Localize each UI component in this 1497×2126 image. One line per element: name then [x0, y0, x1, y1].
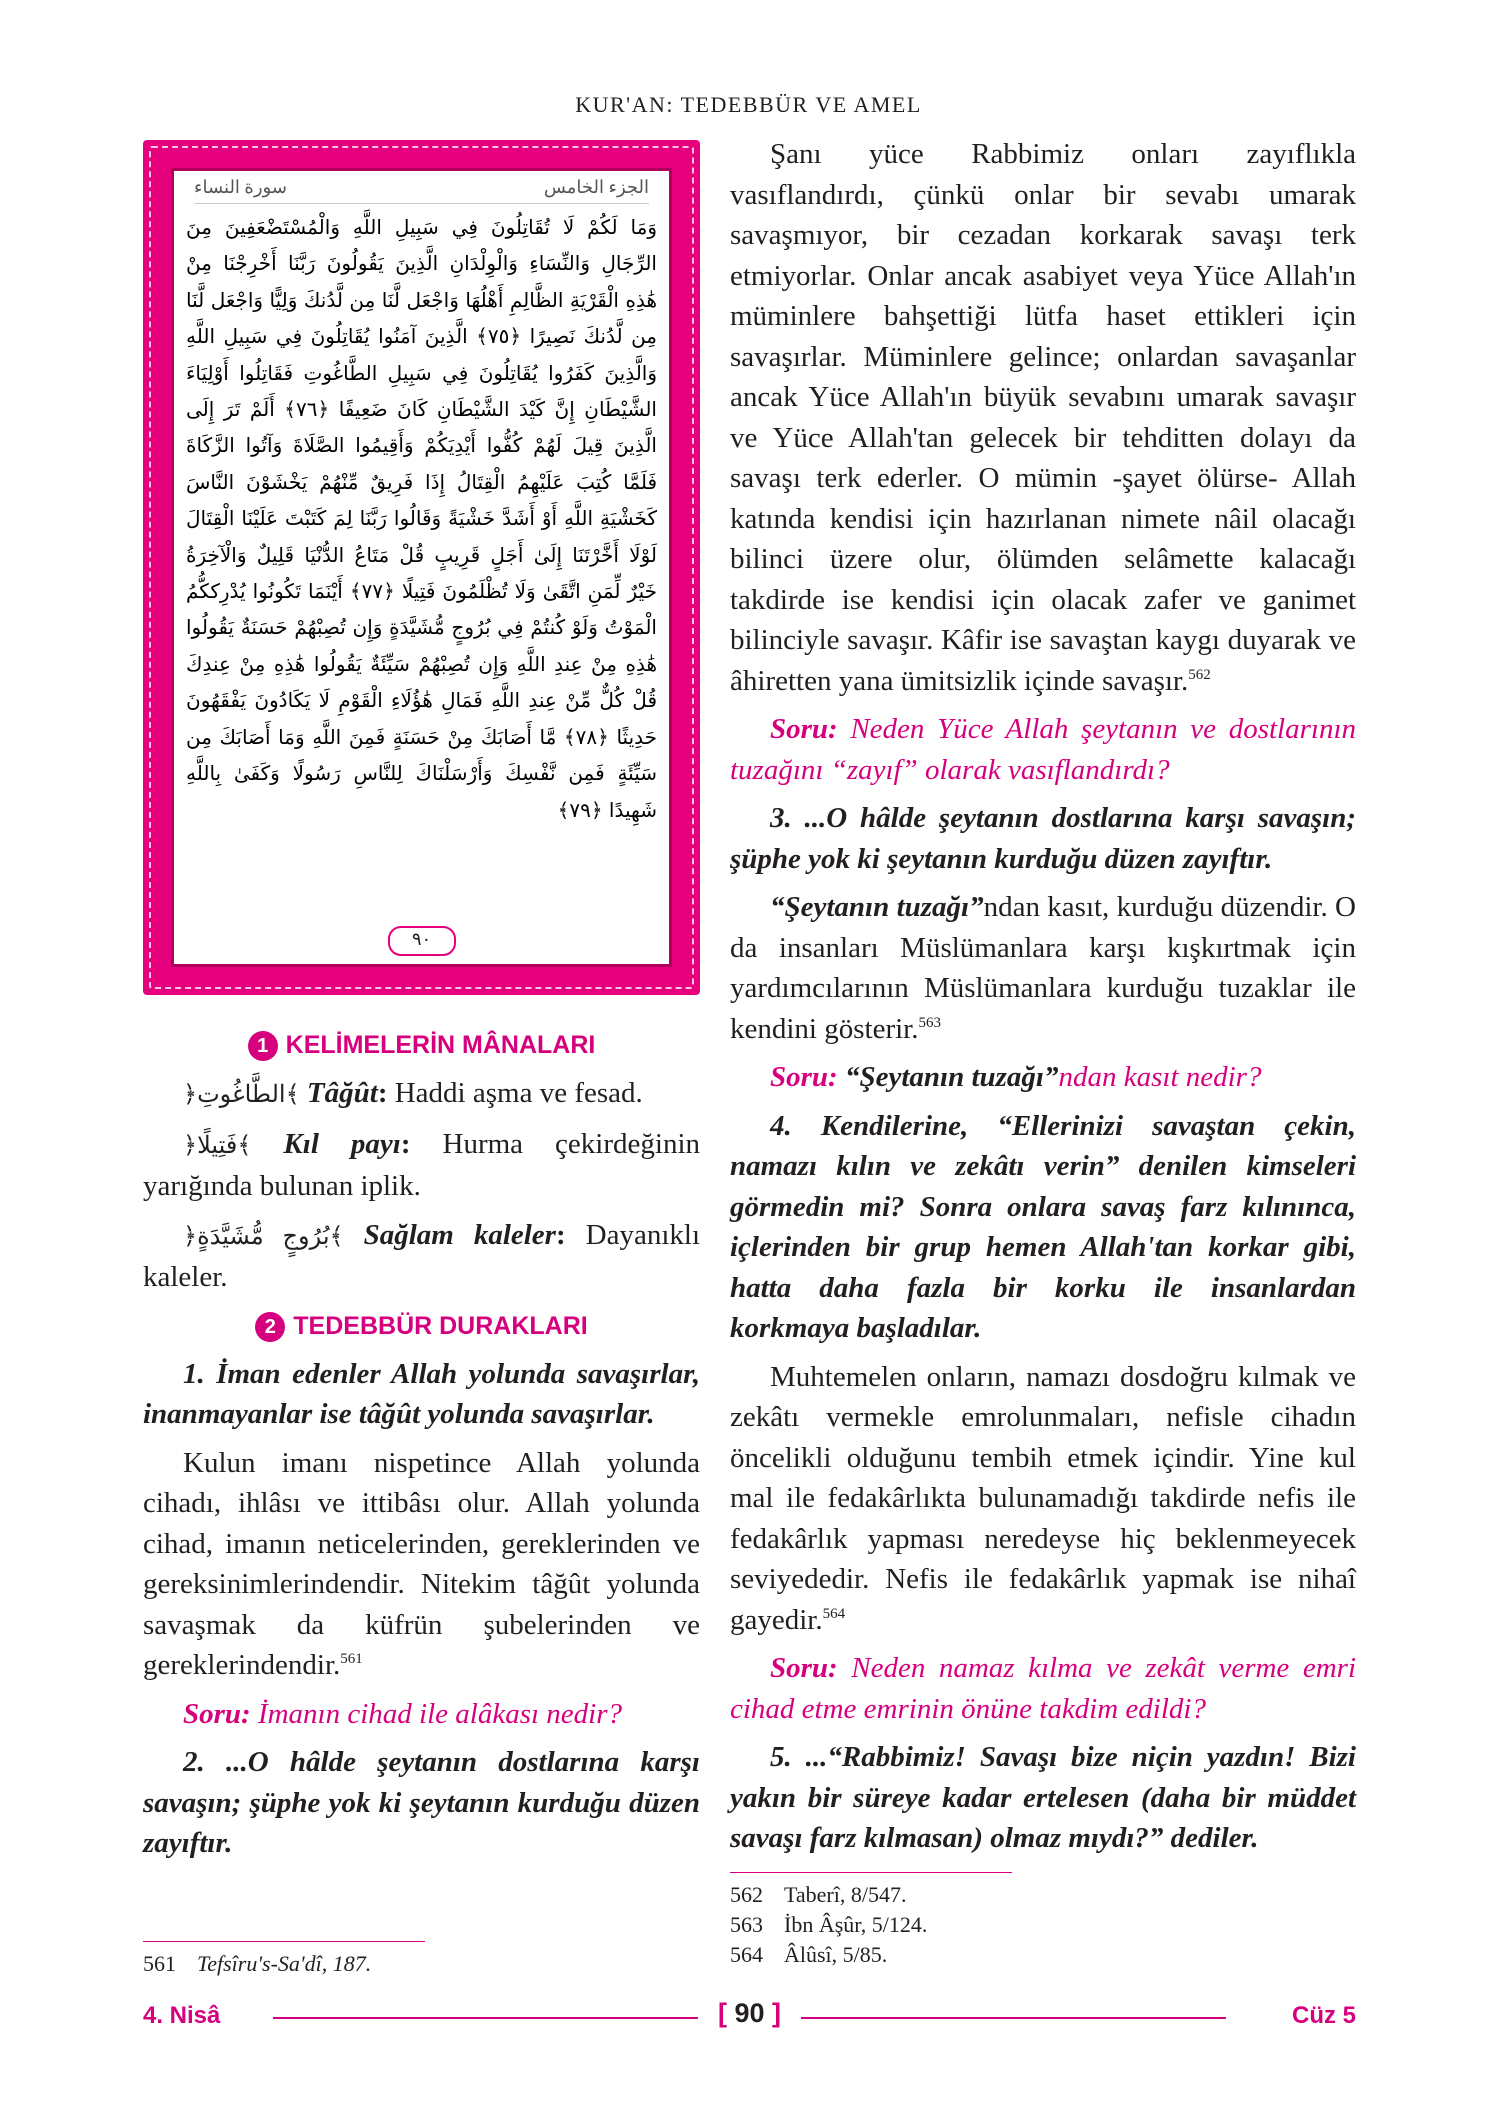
- term-arabic: ﴿الطَّاغُوتِ﴾: [183, 1082, 300, 1108]
- juz-label: الجزء الخامس: [543, 177, 649, 197]
- section-title: KELİMELERİN MÂNALARI: [285, 1031, 596, 1059]
- footnotes-right: [730, 1880, 927, 1970]
- term-definition: Dayanıklı kaleler.: [143, 1218, 701, 1293]
- question: Soru: “Şeytanın tuzağı”ndan kasıt nedir?: [770, 1061, 1262, 1093]
- footer-page-number: [ 90 ]: [717, 1998, 782, 2028]
- question: [730, 709, 1356, 790]
- question-label: Soru:: [770, 1652, 838, 1684]
- quran-page-number: ٩٠: [388, 926, 456, 956]
- footer-surah: 4. Nisâ: [143, 2002, 221, 2029]
- right-column: [730, 134, 1356, 1867]
- body-paragraph: Muhtemelen onların, namazı dosdoğru kılmak ve zekâtı vermekle emrolunmaları, nefisle cihadın öncelikli olduğunu tembih etmek içindir. Yine kul mal ile fedakârlıkta bulunamadığı takdirde nefis ile fedakârlık yapması neredeyse hiç beklenmeyecek seviyededir. Nefis ile fedakârlık yapmak ise nihaî gayedir.$^{564}$: [730, 1360, 1356, 1636]
- footnote-text: Âlûsî, 5/85.: [784, 1942, 888, 1967]
- footnote-number: 561: [143, 1951, 176, 1976]
- question-text: Neden namaz kılma ve zekât verme emri cihad etme emrinin önüne takdim edildi?: [730, 1652, 1356, 1725]
- body-paragraph: “Şeytanın tuzağı”ndan kasıt, kurduğu düzendir. O da insanları Müslümanlara karşı kışkırtmak için yardımcılarının Müslümanlara kurduğu tuzaklar ile kendini gösterir.$^{563}$: [730, 891, 1356, 1045]
- footnote-ref: 564: [822, 1605, 846, 1622]
- running-head: KUR'AN: TEDEBBÜR VE AMEL: [575, 92, 922, 117]
- quran-page-frame: [143, 140, 700, 995]
- footnote-ref: 561: [340, 1651, 363, 1667]
- surah-label: سورة النساء: [194, 177, 287, 197]
- footnote: [730, 1880, 927, 1910]
- footnote-rule: [730, 1872, 1012, 1873]
- term-definition: Hurma çekirdeğinin yarığında bulunan iplik.: [143, 1127, 700, 1202]
- question-label: Soru:: [770, 1061, 838, 1093]
- question-text: İmanın cihad ile alâkası nedir?: [250, 1697, 623, 1730]
- footnote-rule: [143, 1941, 425, 1942]
- body-paragraph: Şanı yüce Rabbimiz onları zayıflıkla vasıflandırdı, çünkü onlar bir sevabı umarak savaşmıyor, bir cezadan korkarak savaşı terk etmiyorlar. Onlar ancak asabiyet veya Yüce Allah'ın müminlere bahşettiği lütfa haset ettikleri için savaşırlar. Müminlere gelince; onlardan savaşanlar ancak Yüce Allah'ın büyük sevabını umarak savaşır ve Yüce Allah'tan gelecek bir tehditten dolayı da savaşı terk ederler. O mümin -şayet ölürse- Allah katında kendisi için hazırlanan nimete nâil olacağı bilinci üzere olur, ölümden selâmette kalacağı takdirde ise kendisi için olacak zafer ve ganimet bilinciyle savaşır. Kâfir ise savaştan kaygı duyarak ve âhiretten yana ümitsizlik içinde savaşır.$^{562}$: [730, 138, 1356, 697]
- term-arabic: ﴿فَتِيلًا﴾: [183, 1132, 252, 1159]
- term-definition: Haddi aşma ve fesad.: [387, 1077, 643, 1109]
- footnote-number: 564: [730, 1942, 763, 1967]
- footnote-text: Tefsîru's-Sa'dî, 187.: [197, 1951, 372, 1976]
- question-label: Soru:: [183, 1697, 251, 1730]
- section-heading-1: [143, 1025, 700, 1065]
- question: [143, 1694, 700, 1735]
- footnote: [143, 1949, 371, 1979]
- reflection-point: 3. ...O hâlde şeytanın dostlarına karşı savaşın; şüphe yok ki şeytanın kurduğu düzen zayıftır.: [730, 802, 1356, 875]
- reflection-point: 2. ...O hâlde şeytanın dostlarına karşı savaşın; şüphe yok ki şeytanın kurduğu düzen zayıftır.: [143, 1746, 700, 1859]
- left-column: [143, 1025, 700, 1872]
- quran-page-header: [194, 177, 649, 204]
- section-number-badge: 1: [248, 1031, 278, 1061]
- section-title: TEDEBBÜR DURAKLARI: [293, 1311, 588, 1340]
- reflection-point: 4. Kendilerine, “Ellerinizi savaştan çekin, namazı kılın ve zekâtı verin” denilen kimseleri görmedin mi? Sonra onlara savaş farz kılınınca, içlerinden bir grup hemen Allah'tan korkar gibi, hatta daha fazla bir korku ile insanlardan korkmaya başladılar.: [730, 1109, 1356, 1344]
- quran-page: [171, 168, 672, 967]
- term-entry: ﴿فَتِيلًا﴾ Kıl payı: Hurma çekirdeğinin yarığında bulunan iplik.: [143, 1127, 700, 1202]
- term-name: Kıl payı: [283, 1127, 401, 1160]
- term-name: Tâğût: [306, 1077, 378, 1109]
- footnote-number: 562: [730, 1882, 763, 1907]
- footnote-text: İbn Âşûr, 5/124.: [784, 1912, 928, 1937]
- question: [730, 1648, 1356, 1729]
- reflection-point: 5. ...“Rabbimiz! Savaşı bize niçin yazdın! Bizi yakın bir süreye kadar ertelesen (daha bir müddet savaşı farz kılmasan) olmaz mıydı?” dediler.: [730, 1741, 1356, 1854]
- quran-text: وَمَا لَكُمْ لَا تُقَاتِلُونَ فِي سَبِيلِ اللَّهِ وَالْمُسْتَضْعَفِينَ مِنَ الرِّجَالِ وَالنِّسَاءِ وَالْوِلْدَانِ الَّذِينَ يَقُولُونَ رَبَّنَا أَخْرِجْنَا مِنْ هَٰذِهِ الْقَرْيَةِ الظَّالِمِ أَهْلُهَا وَاجْعَل لَّنَا مِن لَّدُنكَ وَلِيًّا وَاجْعَل لَّنَا مِن لَّدُنكَ نَصِيرًا ﴿٧٥﴾ الَّذِينَ آمَنُوا يُقَاتِلُونَ فِي سَبِيلِ اللَّهِ وَالَّذِينَ كَفَرُوا يُقَاتِلُونَ فِي سَبِيلِ الطَّاغُوتِ فَقَاتِلُوا أَوْلِيَاءَ الشَّيْطَانِ إِنَّ كَيْدَ الشَّيْطَانِ كَانَ ضَعِيفًا ﴿٧٦﴾ أَلَمْ تَرَ إِلَى الَّذِينَ قِيلَ لَهُمْ كُفُّوا أَيْدِيَكُمْ وَأَقِيمُوا الصَّلَاةَ وَآتُوا الزَّكَاةَ فَلَمَّا كُتِبَ عَلَيْهِمُ الْقِتَالُ إِذَا فَرِيقٌ مِّنْهُمْ يَخْشَوْنَ النَّاسَ كَخَشْيَةِ اللَّهِ أَوْ أَشَدَّ خَشْيَةً وَقَالُوا رَبَّنَا لِمَ كَتَبْتَ عَلَيْنَا الْقِتَالَ لَوْلَا أَخَّرْتَنَا إِلَىٰ أَجَلٍ قَرِيبٍ قُلْ مَتَاعُ الدُّنْيَا قَلِيلٌ وَالْآخِرَةُ خَيْرٌ لِّمَنِ اتَّقَىٰ وَلَا تُظْلَمُونَ فَتِيلًا ﴿٧٧﴾ أَيْنَمَا تَكُونُوا يُدْرِككُّمُ الْمَوْتُ وَلَوْ كُنتُمْ فِي بُرُوجٍ مُّشَيَّدَةٍ وَإِن تُصِبْهُمْ حَسَنَةٌ يَقُولُوا هَٰذِهِ مِنْ عِندِ اللَّهِ وَإِن تُصِبْهُمْ سَيِّئَةٌ يَقُولُوا هَٰذِهِ مِنْ عِندِكَ قُلْ كُلٌّ مِّنْ عِندِ اللَّهِ فَمَالِ هَٰؤُلَاءِ الْقَوْمِ لَا يَكَادُونَ يَفْقَهُونَ حَدِيثًا ﴿٧٨﴾ مَّا أَصَابَكَ مِنْ حَسَنَةٍ فَمِنَ اللَّهِ وَمَا أَصَابَكَ مِن سَيِّئَةٍ فَمِن نَّفْسِكَ وَأَرْسَلْنَاكَ لِلنَّاسِ رَسُولًا وَكَفَىٰ بِاللَّهِ شَهِيدًا ﴿٧٩﴾: [186, 215, 658, 822]
- term-entry: ﴿الطَّاغُوتِ﴾ Tâğût: Haddi aşma ve fesad.: [183, 1077, 643, 1109]
- term-entry: ﴿بُرُوجٍ مُّشَيَّدَةٍ﴾ Sağlam kaleler: Dayanıklı kaleler.: [143, 1218, 701, 1293]
- section-heading-2: [143, 1306, 700, 1346]
- footnote: [730, 1910, 927, 1940]
- term-name: Sağlam kaleler: [363, 1218, 556, 1251]
- footer-juz: Cüz 5: [1291, 2002, 1356, 2029]
- footnote-ref: 562: [1188, 666, 1211, 683]
- section-number-badge: 2: [255, 1312, 285, 1342]
- question-text: Neden Yüce Allah şeytanın ve dostlarının tuzağını “zayıf” olarak vasıflandırdı?: [730, 713, 1356, 786]
- footer-rule-right: [801, 2017, 1226, 2019]
- body-paragraph: Kulun imanı nispetince Allah yolunda cihadı, ihlâsı ve ittibâsı olur. Allah yolunda cihad, imanın neticelerinden, gereklerinden ve gereksinimlerindendir. Nitekim tâğût yolunda savaşmak da küfrün şubelerinden ve gereklerindendir.$^{561}$: [143, 1446, 700, 1681]
- question-label: Soru:: [770, 713, 838, 745]
- footnote-text: Taberî, 8/547.: [784, 1882, 907, 1907]
- footer-rule-left: [273, 2017, 698, 2019]
- footnotes-left: [143, 1949, 371, 1979]
- footnote-number: 563: [730, 1912, 763, 1937]
- footnote-ref: 563: [918, 1014, 941, 1031]
- page-footer: [143, 1998, 1356, 2038]
- reflection-point: 1. İman edenler Allah yolunda savaşırlar, inanmayanlar ise tâğût yolunda savaşırlar.: [143, 1357, 700, 1430]
- footnote: [730, 1940, 927, 1970]
- term-arabic: ﴿بُرُوجٍ مُّشَيَّدَةٍ﴾: [183, 1223, 344, 1250]
